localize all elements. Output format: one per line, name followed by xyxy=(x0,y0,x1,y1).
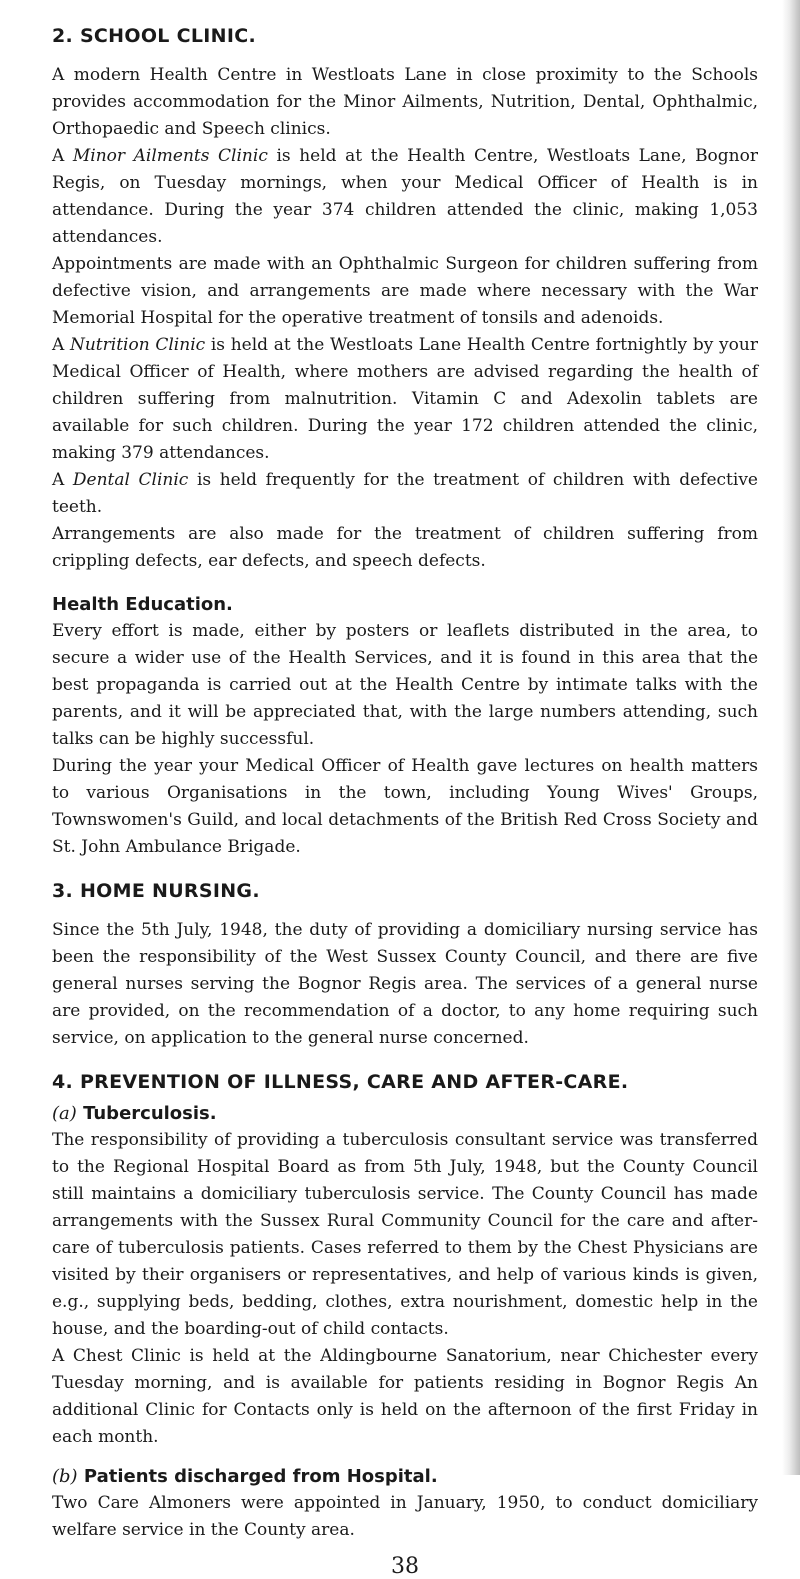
section-heading-prevention: 4. PREVENTION OF ILLNESS, CARE AND AFTER-CARE. xyxy=(52,1071,629,1093)
subheading-tuberculosis: (a) Tuberculosis. xyxy=(52,1103,217,1124)
emphasis-dental: Dental Clinic xyxy=(72,470,189,490)
paragraph: The responsibility of providing a tuberculosis consultant service was transferred to the Regional Hospital Board as from 5th July, 1948, but the County Council still maintains a domiciliary tuberculosis service. The County Council has made arrangements with the Sussex Rural Community Council for the care and after-care of tuberculosis patients. Cases referred to them by the Chest Physicians are visited by their organisers or representatives, and help of various kinds is given, e.g., supplying beds, bedding, clothes, extra nourishment, domestic help in the house, and the boarding-out of child contacts. xyxy=(52,1130,758,1339)
paragraph: A Nutrition Clinic is held at the Westloats Lane Health Centre fortnightly by your Medical Officer of Health, where mothers are advised regarding the health of children suffering from malnutrition. Vitamin C and Adexolin tablets are available for such children. During the year 172 children attended the clinic, making 379 attendances. xyxy=(52,335,758,463)
paragraph: Two Care Almoners were appointed in January, 1950, to conduct domiciliary welfare service in the County area. xyxy=(52,1493,758,1540)
paragraph: During the year your Medical Officer of Health gave lectures on health matters to various Organisations in the town, including Young Wives' Groups, Townswomen's Guild, and local detachments of the British Red Cross Society and St. John Ambulance Brigade. xyxy=(52,756,758,857)
emphasis-nutrition: Nutrition Clinic xyxy=(69,335,206,355)
paragraph: A Chest Clinic is held at the Aldingbourne Sanatorium, near Chichester every Tuesday morning, and is available for patients residing in Bognor Regis An additional Clinic for Contacts only is held on the afternoon of the first Friday in each month. xyxy=(52,1346,758,1447)
paragraph: Appointments are made with an Ophthalmic Surgeon for children suffering from defective vision, and arrangements are made where necessary with the War Memorial Hospital for the operative treatment of tonsils and adenoids. xyxy=(52,254,758,328)
paragraph: Since the 5th July, 1948, the duty of providing a domiciliary nursing service has been the responsibility of the West Sussex County Council, and there are five general nurses serving the Bognor Regis area. The services of a general nurse are provided, on the recommendation of a doctor, to any home requiring such service, on application to the general nurse concerned. xyxy=(52,920,758,1048)
subheading-health-education: Health Education. xyxy=(52,594,233,615)
page-edge-shadow xyxy=(782,0,800,1475)
paragraph: A Dental Clinic is held frequently for the treatment of children with defective teeth. xyxy=(52,470,758,517)
document-page xyxy=(52,22,758,1579)
paragraph: A Minor Ailments Clinic is held at the Health Centre, Westloats Lane, Bognor Regis, on Tuesday mornings, when your Medical Officer of Health is in attendance. During the year 374 children attended the clinic, making 1,053 attendances. xyxy=(52,146,758,247)
page-number: 38 xyxy=(391,1554,419,1579)
paragraph: Arrangements are also made for the treatment of children suffering from crippling defects, ear defects, and speech defects. xyxy=(52,524,758,571)
subheading-patients-discharged: (b) Patients discharged from Hospital. xyxy=(52,1466,438,1487)
paragraph: A modern Health Centre in Westloats Lane in close proximity to the Schools provides accommodation for the Minor Ailments, Nutrition, Dental, Ophthalmic, Orthopaedic and Speech clinics. xyxy=(52,65,758,139)
section-heading-home-nursing: 3. HOME NURSING. xyxy=(52,880,260,902)
paragraph: Every effort is made, either by posters or leaflets distributed in the area, to secure a wider use of the Health Services, and it is found in this area that the best propaganda is carried out at the Health Centre by intimate talks with the parents, and it will be appreciated that, with the large numbers attending, such talks can be highly successful. xyxy=(52,621,758,749)
section-heading-school-clinic: 2. SCHOOL CLINIC. xyxy=(52,25,256,47)
emphasis-minor-ailments: Minor Ailments Clinic xyxy=(72,146,268,166)
